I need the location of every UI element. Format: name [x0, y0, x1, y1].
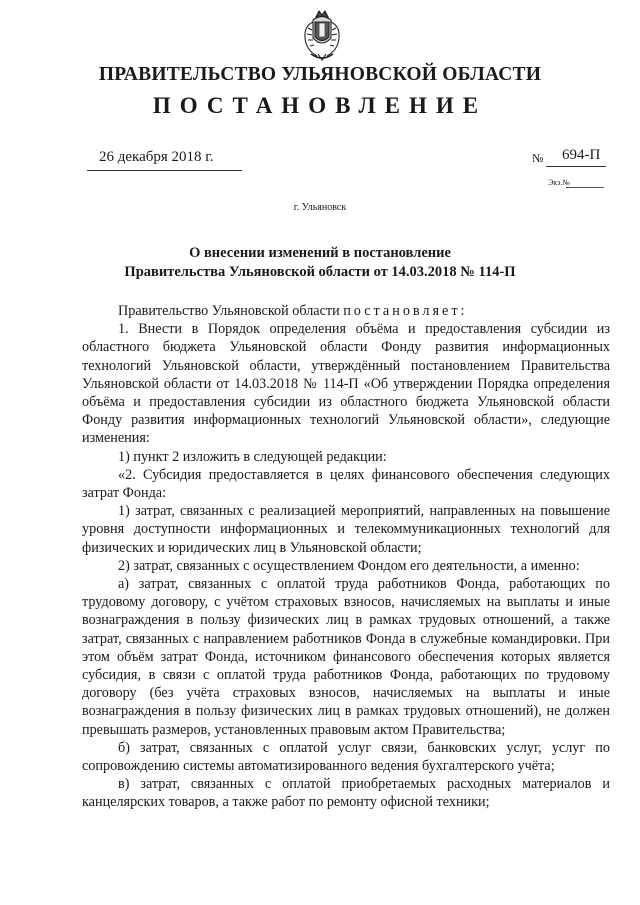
paragraph-1: 1. Внести в Порядок определения объёма и предоставления субсидии из областного бюджета Ульяновской области Фонду развития информационных технологий Ульяновской области, утверждённый постановлением Правительства Ульяновской области от 14.03.2018 № 114-П «Об утверждении Порядка определения объёма и предоставления субсидии из областного бюджета Ульяновской области Фонду развития информационных технологий Ульяновской области», следующие изменения: [82, 321, 610, 447]
subject-line-2: Правительства Ульяновской области от 14.03.2018 № 114-П [124, 264, 516, 280]
document-date: 26 декабря 2018 г. [99, 149, 214, 165]
paragraph-5: 2) затрат, связанных с осуществлением Фондом его деятельности, а именно: [118, 557, 580, 574]
document-number: 694-П [562, 147, 601, 163]
document-type-title: ПОСТАНОВЛЕНИЕ [152, 93, 488, 118]
document-body [82, 302, 610, 812]
paragraph-6: а) затрат, связанных с оплатой труда работников Фонда, работающих по трудовому договору, с учётом страховых взносов, начисляемых на выплаты и иные вознаграждения в пользу физических лиц в рамках трудовых отношений, а также затрат, связанных с направлением работников Фонда в служебные командировки. При этом объём затрат Фонда, источником финансового обеспечения которых является субсидия, в связи с оплатой труда работников Фонда, работающих по трудовому договору (без учёта страховых взносов, начисляемых на выплаты и иные вознаграждения в пользу физических лиц в рамках трудовых отношений), не должен превышать размеров, установленных правовым актом Правительства; [82, 576, 610, 738]
coat-of-arms-emblem [299, 8, 345, 64]
intro-paragraph [82, 302, 610, 320]
document-subject [0, 244, 640, 282]
paragraph-3: «2. Субсидия предоставляется в целях финансового обеспечения следующих затрат Фонда: [82, 466, 610, 502]
paragraph-4: 1) затрат, связанных с реализацией мероприятий, направленных на повышение уровня доступности информационных и телекоммуникационных технологий для физических и юридических лиц в Ульяновской области; [82, 503, 610, 556]
copy-number-underline [566, 187, 604, 188]
government-title: ПРАВИТЕЛЬСТВО УЛЬЯНОВСКОЙ ОБЛАСТИ [98, 64, 542, 85]
subject-line-1: О внесении изменений в постановление [189, 245, 451, 261]
paragraph-2: 1) пункт 2 изложить в следующей редакции: [118, 448, 387, 465]
paragraph-7: б) затрат, связанных с оплатой услуг связи, банковских услуг, услуг по сопровождению системы автоматизированного ведения бухгалтерского учёта; [82, 739, 610, 775]
paragraph-8: в) затрат, связанных с оплатой приобретаемых расходных материалов и канцелярских товаров, а также работ по ремонту офисной техники; [82, 776, 610, 811]
city-name: г. Ульяновск [293, 202, 347, 213]
copy-number-label: Экз.№ [548, 178, 570, 187]
number-prefix: № [532, 151, 544, 165]
number-underline [546, 166, 606, 167]
intro-text: Правительство Ульяновской области [118, 303, 340, 319]
date-underline [87, 170, 242, 171]
intro-verb: постановляет: [343, 303, 468, 319]
